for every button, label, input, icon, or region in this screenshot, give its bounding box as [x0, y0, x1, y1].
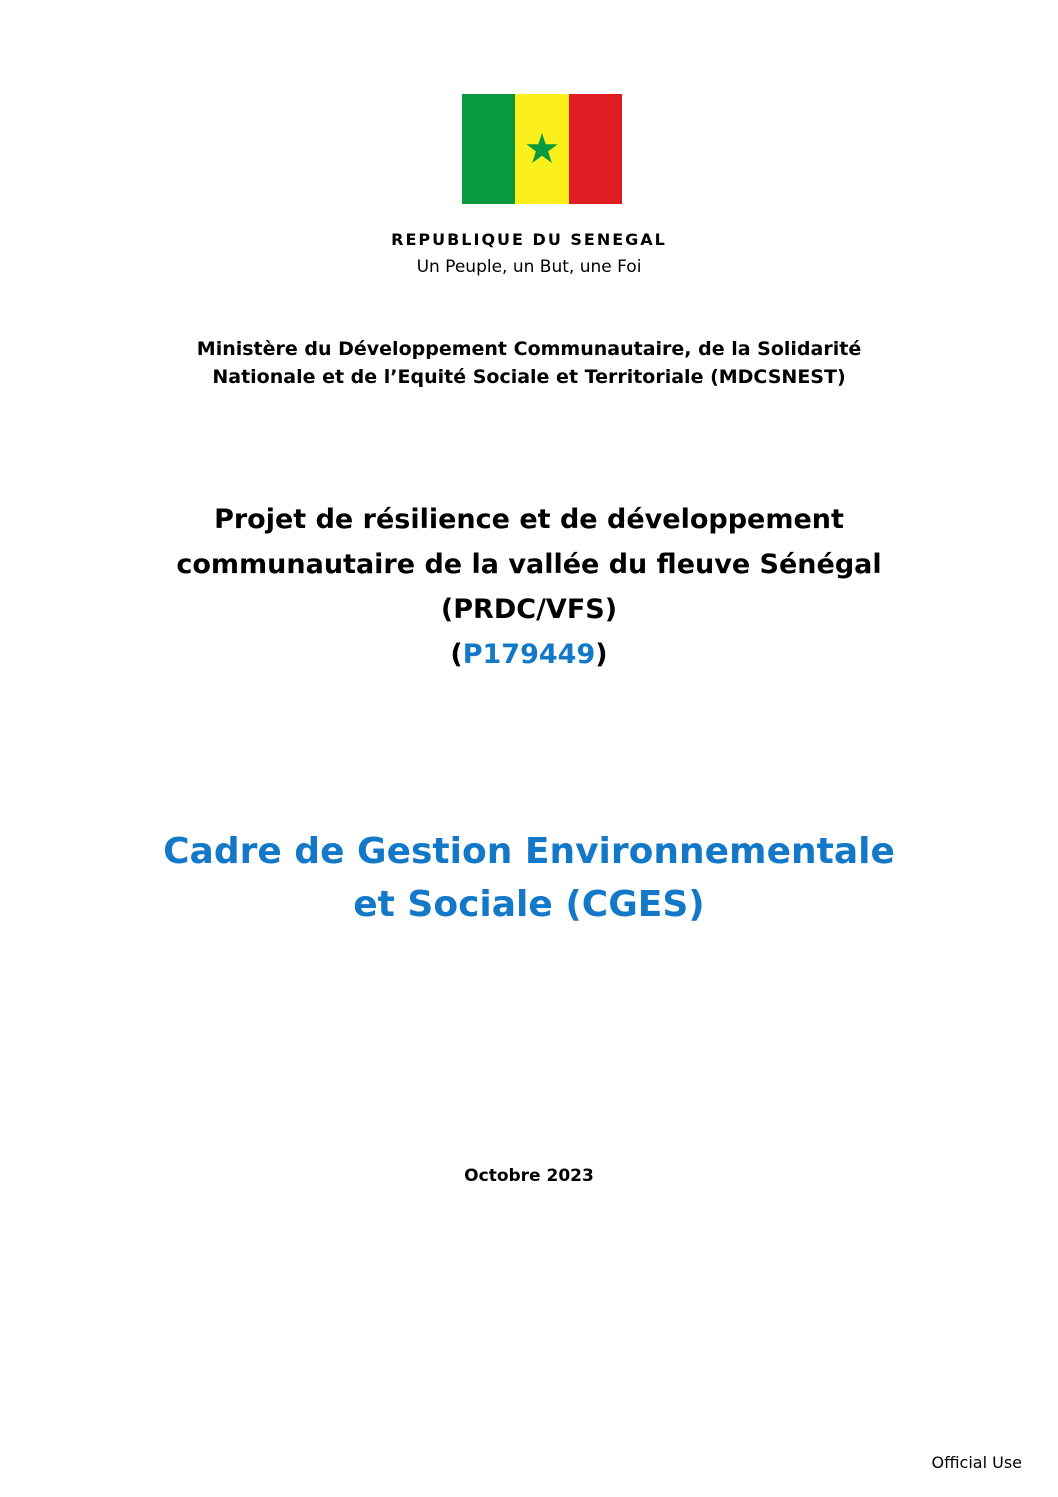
project-acronym: (PRDC/VFS) — [440, 594, 618, 625]
star-icon — [525, 131, 559, 165]
flag-green-band — [462, 94, 515, 204]
code-close-paren: ) — [595, 639, 608, 670]
document-title-line-2: et Sociale (CGES) — [353, 884, 705, 925]
senegal-flag-icon — [462, 94, 622, 204]
flag-yellow-band — [515, 94, 568, 204]
document-title-line-1: Cadre de Gestion Environnementale — [163, 831, 895, 872]
project-line-2: communautaire de la vallée du fleuve Sénégal — [176, 549, 882, 580]
document-date: Octobre 2023 — [464, 1166, 594, 1186]
flag-red-band — [569, 94, 622, 204]
ministry-line-2: Nationale et de l’Equité Sociale et Territoriale (MDCSNEST) — [212, 366, 846, 388]
country-name: REPUBLIQUE DU SENEGAL — [391, 230, 667, 249]
project-code-line — [0, 632, 1058, 677]
project-line-1: Projet de résilience et de développement — [214, 504, 844, 535]
document-title — [0, 825, 1058, 931]
code-open-paren: ( — [450, 639, 463, 670]
classification-label: Official Use — [931, 1453, 1022, 1472]
ministry-line-1: Ministère du Développement Communautaire, de la Solidarité — [196, 338, 862, 360]
national-motto: Un Peuple, un But, une Foi — [416, 257, 642, 277]
ministry-name — [0, 335, 1058, 391]
project-code: P179449 — [462, 639, 596, 670]
project-title — [0, 497, 1058, 677]
